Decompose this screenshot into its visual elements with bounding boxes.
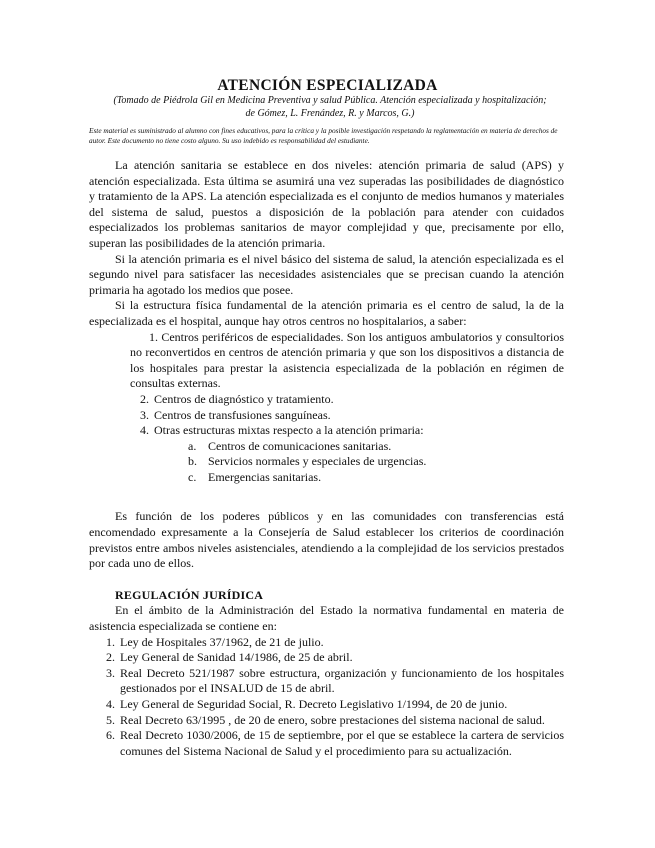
- subcenter-item: [188, 454, 564, 470]
- paragraph-coordination: Es función de los poderes públicos y en las comunidades con transferencias está encomendado expresamente a la Consejería de Salud establecer los criterios de coordinación previstos entre ambos niveles asistenciales, atendiendo a la complejidad de los servicios prestados por cada uno de ellos.: [89, 509, 564, 571]
- subcenter-item-text: Servicios normales y especiales de urgencias.: [208, 454, 427, 469]
- subcenter-item-letter: a.: [188, 438, 197, 453]
- paragraph-regulation-intro: En el ámbito de la Administración del Estado la normativa fundamental en materia de asistencia especializada se contiene en:: [89, 603, 564, 634]
- center-item: [130, 423, 564, 439]
- section-heading: REGULACIÓN JURÍDICA: [115, 587, 264, 602]
- regulation-item: [93, 697, 564, 713]
- regulation-item-number: 6.: [106, 728, 115, 743]
- regulation-item-text: Ley General de Seguridad Social, R. Decreto Legislativo 1/1994, de 20 de junio.: [120, 697, 508, 711]
- center-item: [130, 330, 564, 392]
- subtitle-line-2: de Gómez, L. Frenández, R. y Marcos, G.): [245, 107, 415, 119]
- document-title: ATENCIÓN ESPECIALIZADA: [217, 77, 438, 94]
- regulation-item-number: 2.: [106, 650, 115, 665]
- subcenter-item-text: Centros de comunicaciones sanitarias.: [208, 438, 392, 453]
- subcenter-item-letter: c.: [188, 469, 197, 484]
- regulation-item: [93, 666, 564, 697]
- subcenter-item: [188, 439, 564, 455]
- regulation-item-text: Ley de Hospitales 37/1962, de 21 de julio.: [120, 634, 324, 649]
- document-subtitle: [80, 95, 580, 120]
- center-item-number: 4.: [140, 423, 149, 438]
- regulation-item-text: Real Decreto 63/1995 , de 20 de enero, sobre prestaciones del sistema nacional de salud.: [120, 712, 545, 727]
- paragraph-intro: La atención sanitaria se establece en dos niveles: atención primaria de salud (APS) y atención especializada. Esta última se asumirá una vez superadas las posibilidades de diagnóstico y tratamiento de la APS. La atención especializada es el conjunto de medios humanos y materiales del sistema de salud, puestos a disposición de la población para atender con cuidados especializados los problemas sanitarios de mayor complejidad y que, precisamente por ello, superan las posibilidades de la atención primaria.: [89, 158, 564, 250]
- regulation-item-number: 5.: [106, 712, 115, 727]
- regulation-item: [93, 650, 564, 666]
- regulation-item-text: Ley General de Sanidad 14/1986, de 25 de abril.: [120, 650, 353, 665]
- subtitle-line-1: (Tomado de Piédrola Gil en Medicina Preventiva y salud Pública. Atención especializada y hospitalización;: [113, 95, 547, 106]
- subcenter-item: [188, 470, 564, 486]
- regulation-item-text: Real Decreto 1030/2006, de 15 de septiembre, por el que se establece la cartera de servicios comunes del Sistema Nacional de Salud y el procedimiento para su actualización.: [120, 728, 564, 758]
- regulation-item: [93, 728, 564, 759]
- regulation-item-number: 1.: [106, 634, 115, 649]
- center-item-text: Centros periféricos de especialidades. Son los antiguos ambulatorios y consultorios no reconvertidos en centros de atención primaria y que son los dispositivos a distancia de los hospitales para prestar la asistencia especializada de la población en régimen de consultas externas.: [130, 329, 565, 391]
- subcenter-item-letter: b.: [188, 454, 197, 469]
- regulation-item-text: Real Decreto 521/1987 sobre estructura, organización y funcionamiento de los hospitales gestionados por el INSALUD de 15 de abril.: [120, 665, 564, 696]
- center-item: [130, 392, 564, 408]
- regulation-item-number: 3.: [106, 665, 115, 680]
- disclaimer-note: Este material es suministrado al alumno con fines educativos, para la crítica y la posible investigación respetando la reglamentación en materia de derechos de autor. Este documento no tiene costo alguno. Su uso indebido es responsabilidad del estudiante.: [89, 126, 558, 145]
- center-item-number: 3.: [140, 407, 149, 422]
- center-item-number: 1.: [149, 329, 158, 344]
- center-item: [130, 408, 564, 424]
- center-item-text: Centros de transfusiones sanguíneas.: [154, 407, 331, 422]
- center-item-number: 2.: [140, 391, 149, 406]
- document-body: [89, 158, 564, 759]
- regulation-item: [93, 713, 564, 729]
- center-item-text: Otras estructuras mixtas respecto a la atención primaria:: [154, 423, 424, 438]
- paragraph-structure: Si la estructura física fundamental de la atención primaria es el centro de salud, la de la especializada es el hospital, aunque hay otros centros no hospitalarios, a saber:: [89, 298, 564, 328]
- subcenter-item-text: Emergencias sanitarias.: [208, 469, 322, 484]
- regulation-item: [93, 635, 564, 651]
- center-item-text: Centros de diagnóstico y tratamiento.: [154, 391, 334, 406]
- paragraph-levels: Si la atención primaria es el nivel básico del sistema de salud, la atención especializada es el segundo nivel para satisfacer las necesidades asistenciales que se precisan cuando la atención primaria ha agotado los medios que posee.: [89, 251, 564, 297]
- regulation-item-number: 4.: [106, 697, 115, 711]
